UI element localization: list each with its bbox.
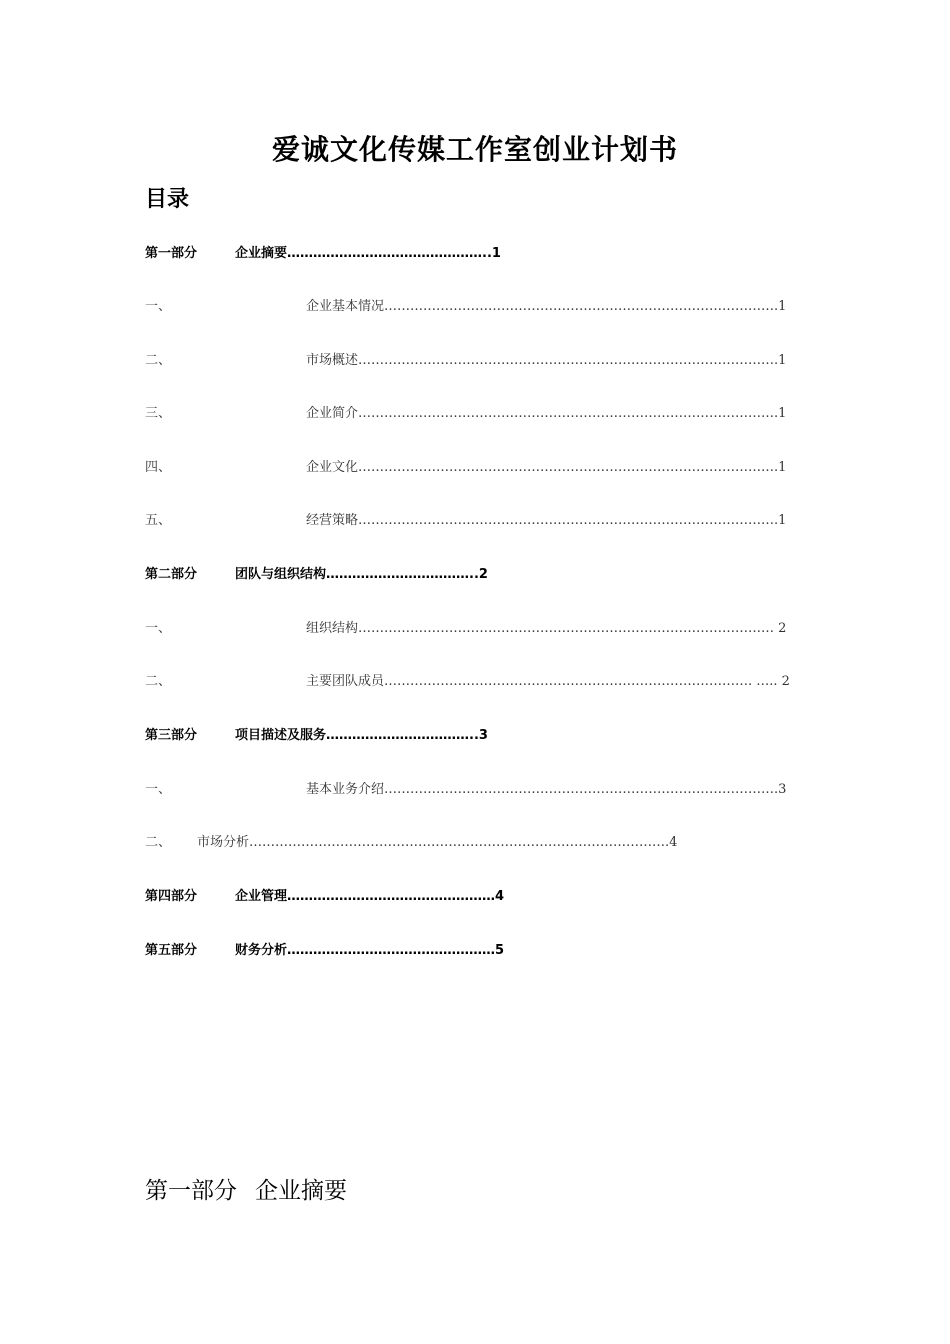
toc-entry-text: 组织结构…………………………………………………………………………………… 2: [306, 621, 787, 636]
toc-entry-lead: 三、: [145, 406, 172, 421]
toc-entry-lead: 第四部分: [145, 889, 198, 904]
toc-entry-text: 企业基本情况……………………………………………………………………………….1: [306, 299, 787, 314]
toc-entry-text: 基本业务介绍……………………………………………………………………………….3: [306, 782, 787, 797]
toc-entry-lead: 一、: [145, 782, 172, 797]
toc-entry-lead: 五、: [145, 513, 172, 528]
toc-entry-lead: 一、: [145, 299, 172, 314]
toc-entry-text: 企业摘要………………………………………..1: [235, 246, 501, 261]
document-title: 爱诚文化传媒工作室创业计划书: [271, 133, 678, 166]
toc-heading: 目录: [145, 187, 190, 212]
toc-entry-lead: 一、: [145, 621, 172, 636]
toc-entry-text: 项目描述及服务……………………………..3: [235, 728, 488, 743]
toc-entry-lead: 第五部分: [145, 943, 198, 958]
toc-entry-text: 企业文化…………………………………………………………………………………….1: [306, 460, 787, 475]
toc-entry-text: 主要团队成员…………………………………………………………………………. ….. 2: [306, 674, 790, 689]
section-heading: [145, 1172, 347, 1205]
toc-entry-text: 经营策略…………………………………………………………………………………….1: [306, 513, 787, 528]
toc-entry-lead: 第一部分: [145, 246, 198, 261]
toc-entry-text: 团队与组织结构……………………………..2: [235, 567, 488, 582]
section-heading-name: 企业摘要: [255, 1178, 347, 1204]
toc-entry-lead: 二、: [145, 674, 172, 689]
toc-entry-lead: 第二部分: [145, 567, 198, 582]
toc-entry-text: 市场分析…………………………………………………………………………………….4: [197, 835, 678, 850]
toc-entry-text: 企业简介…………………………………………………………………………………….1: [306, 406, 787, 421]
toc-entry-text: 财务分析…………………………………………5: [235, 943, 505, 958]
toc-entry-lead: 二、: [145, 353, 172, 368]
toc-entry-lead: 四、: [145, 460, 172, 475]
toc-entry-lead: 第三部分: [145, 728, 198, 743]
toc-entry-lead: 二、: [145, 835, 172, 850]
toc-entry-text: 市场概述…………………………………………………………………………………….1: [306, 353, 787, 368]
toc-entry-text: 企业管理…………………………………………4: [235, 889, 505, 904]
section-heading-part: 第一部分: [145, 1178, 237, 1204]
